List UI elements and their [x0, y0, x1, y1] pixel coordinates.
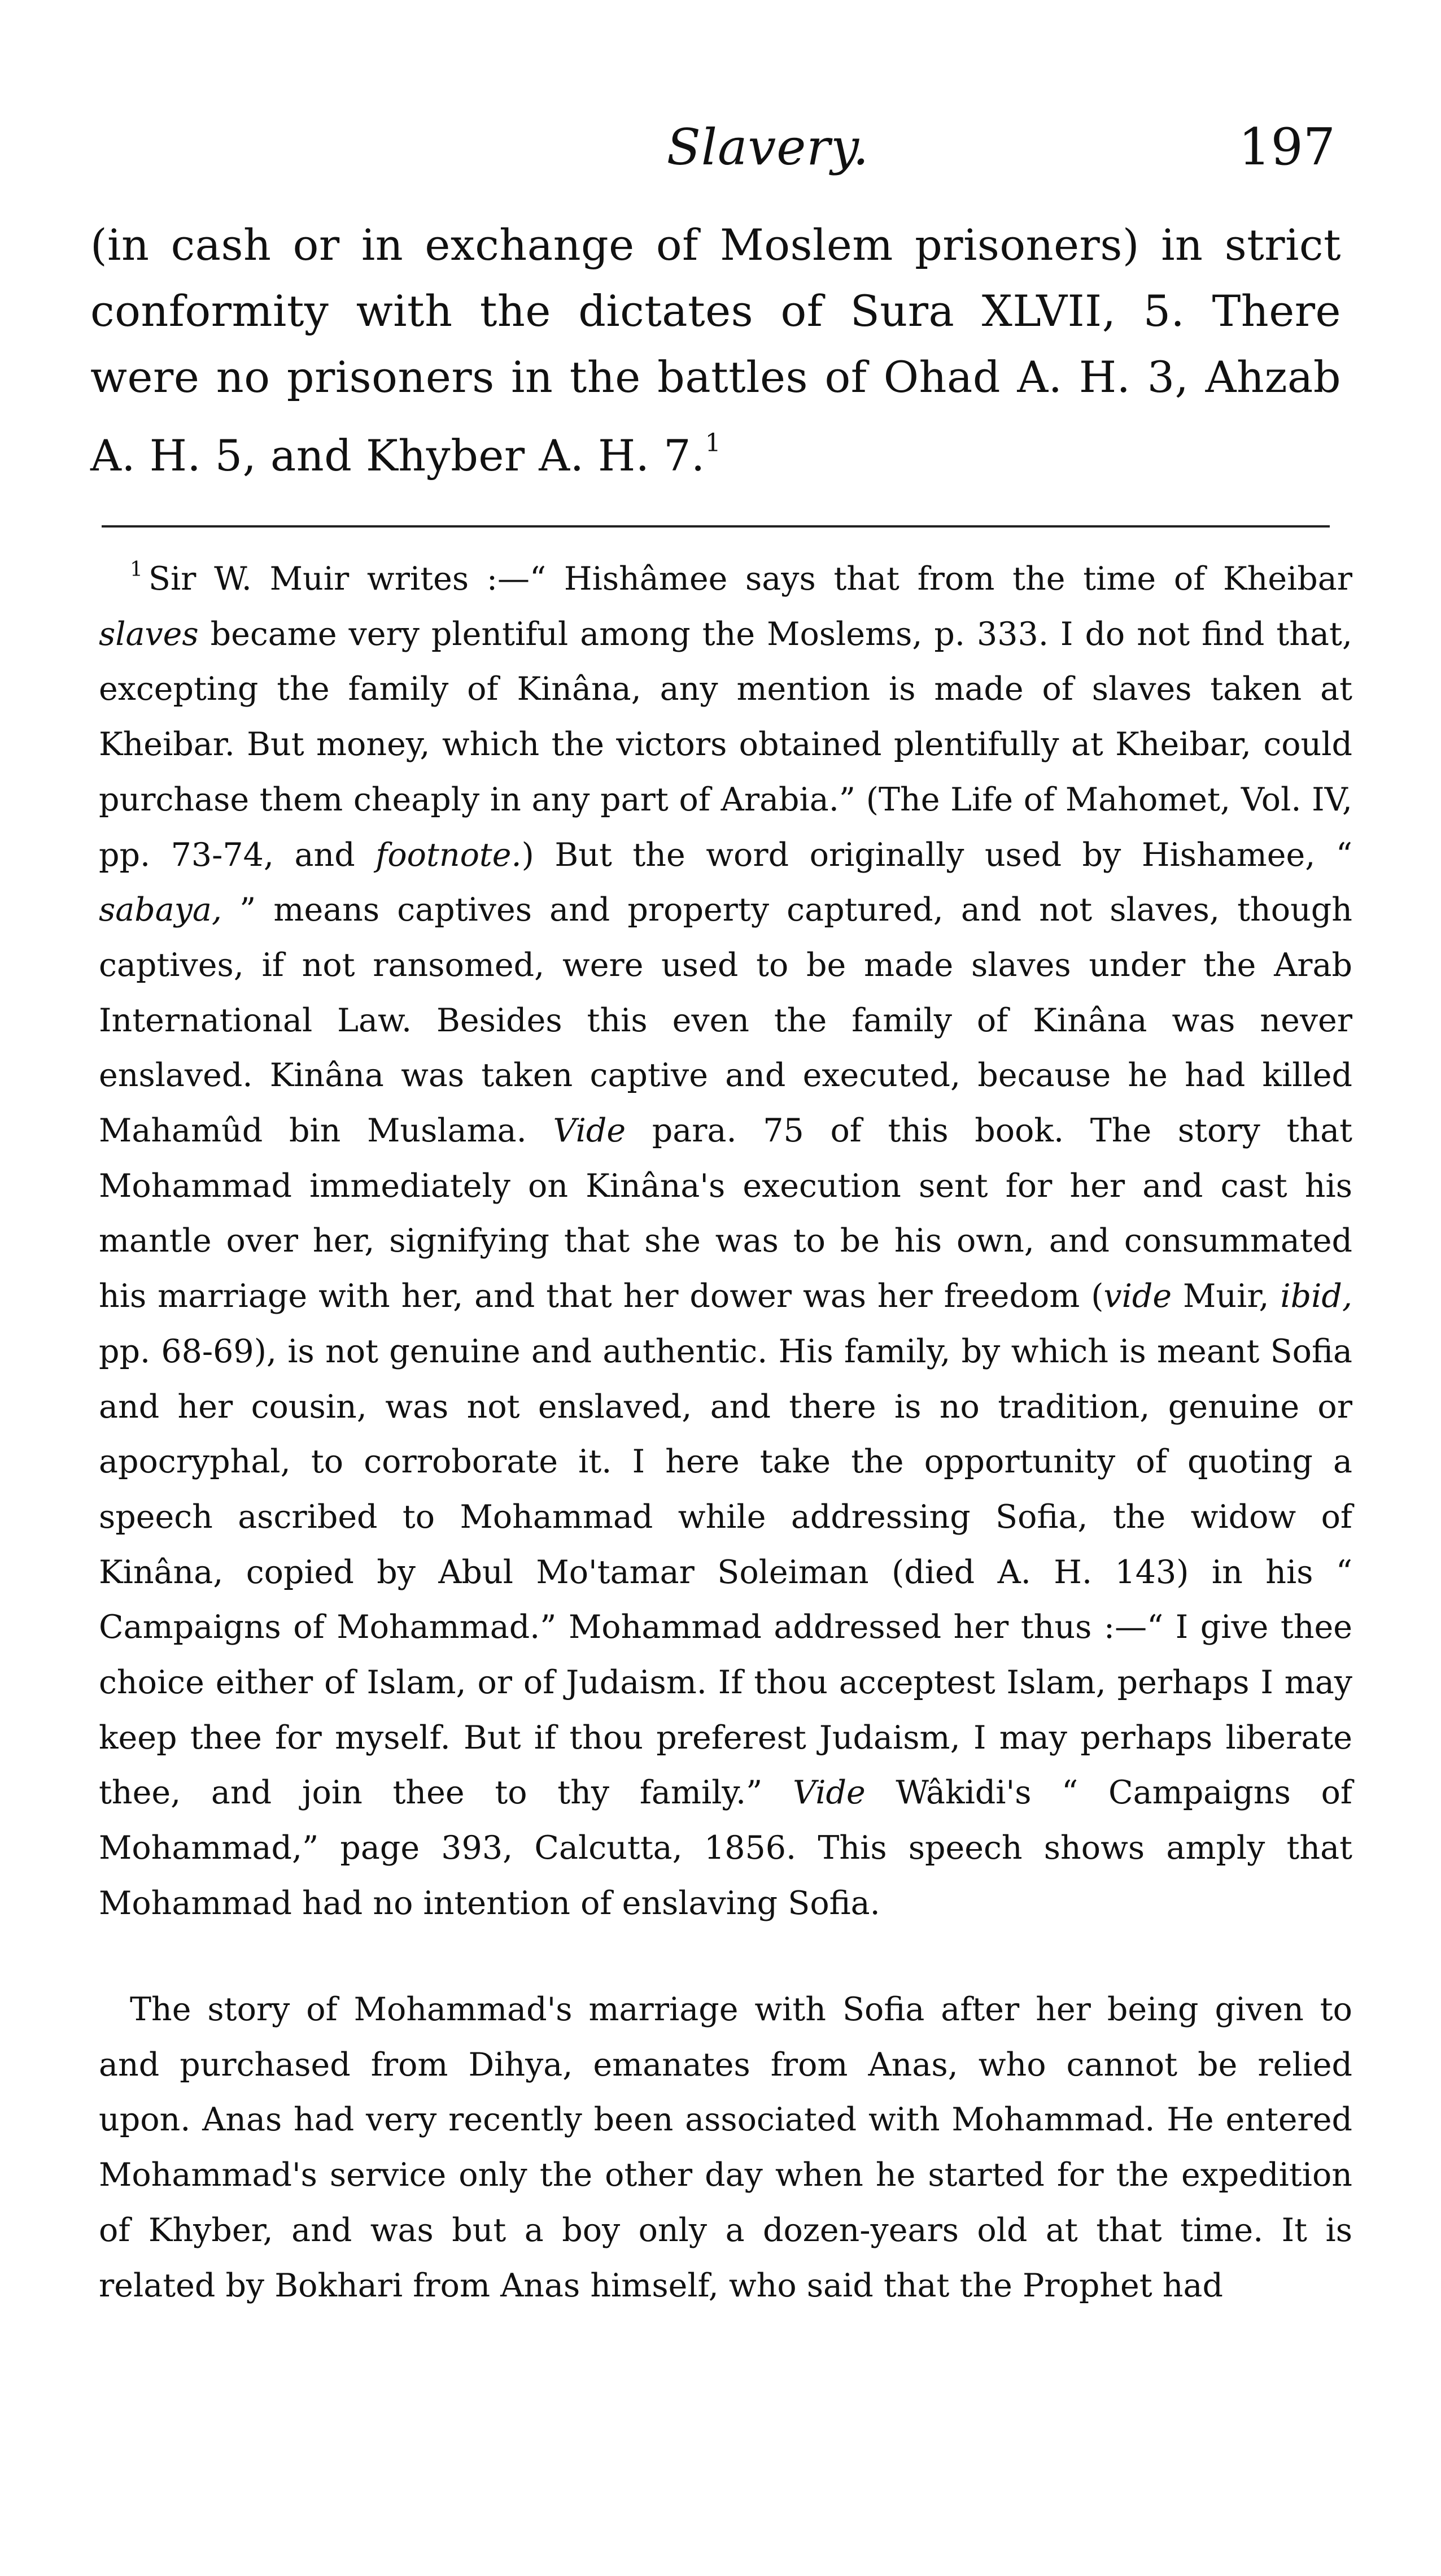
- footnote-reference: 1: [705, 429, 722, 457]
- footnote-italic-term: slaves: [99, 615, 199, 653]
- footnote-marker: 1: [130, 558, 143, 581]
- footnote-text: para. 75 of this book. The story that Mohammad immediately on Kinâna's execution sent for her and cast his mantle over her, signifying that she was to be his own, and consummated his marriage with her, and that her dower was her freedom (: [99, 1112, 1352, 1315]
- footnote-text: ” means captives and property captured, and not slaves, though captives, if not ransomed, were used to be made slaves under the Arab International Law. Besides this even the family of Kinâna was never enslaved. Kinâna was taken captive and executed, because he had killed Mahamûd bin Muslama.: [99, 891, 1352, 1150]
- footnote-continuation-paragraph: The story of Mohammad's marriage with Sofia after her being given to and purchased from Dihya, emanates from Anas, who cannot be relied upon. Anas had very recently been associated with Mohammad. He entered Mohammad's service only the other day when he started for the expedition of Khyber, and was but a boy only a dozen-years old at that time. It is related by Bokhari from Anas himself, who said that the Prophet had: [99, 1991, 1352, 2304]
- footnote-paragraph: [99, 542, 1352, 1932]
- footnote-rule: [102, 525, 1330, 528]
- footnote-text: became very plentiful among the Moslems, p. 333. I do not find that, excepting the family of Kinâna, any mention is made of slaves taken at Kheibar. But money, which the victors obtained plentifully at Kheibar, could purchase them cheaply in any part of Arabia.” (The Life of Mahomet, Vol. IV, pp. 73-74, and: [99, 615, 1352, 874]
- footnote-italic-term: sabaya,: [99, 891, 222, 929]
- footnote-text: ) But the word originally used by Hishamee, “: [521, 836, 1353, 874]
- footnote-italic-term: footnote.: [375, 836, 522, 874]
- running-title: Slavery.: [666, 118, 870, 176]
- footnote-italic-term: Vide: [553, 1112, 626, 1150]
- running-head: [90, 111, 1335, 184]
- footnote-text: Sir W. Muir writes :—“ Hishâmee says that from the time of Kheibar: [148, 560, 1352, 598]
- body-paragraph: [90, 212, 1341, 489]
- footnote-text: Muir,: [1172, 1278, 1281, 1315]
- body-text: (in cash or in exchange of Moslem prisoners) in strict conformity with the dictates of Sura XLVII, 5. There were no prisoners in the battles of Ohad A. H. 3, Ahzab A. H. 5, and Khyber A. H. 7.: [90, 220, 1341, 481]
- footnote-text: pp. 68-69), is not genuine and authentic. His family, by which is meant Sofia and her cousin, was not enslaved, and there is no tradition, genuine or apocryphal, to corroborate it. I here take the opportunity of quoting a speech ascribed to Mohammad while addressing Sofia, the widow of Kinâna, copied by Abul Mo'tamar Soleiman (died A. H. 143) in his “ Campaigns of Mohammad.” Mohammad addressed her thus :—“ I give thee choice either of Islam, or of Judaism. If thou acceptest Islam, perhaps I may keep thee for myself. But if thou preferest Judaism, I may perhaps liberate thee, and join thee to thy family.”: [99, 1332, 1352, 1812]
- page-number: 197: [1238, 117, 1335, 177]
- footnote-text: Wâkidi's “ Campaigns of Mohammad,” page 393, Calcutta, 1856. This speech shows amply that Mohammad had no intention of enslaving Sofia.: [99, 1774, 1352, 1922]
- footnote-italic-term: vide: [1103, 1278, 1172, 1315]
- footnote-italic-term: Vide: [793, 1774, 866, 1812]
- footnote-italic-term: ibid,: [1280, 1278, 1352, 1315]
